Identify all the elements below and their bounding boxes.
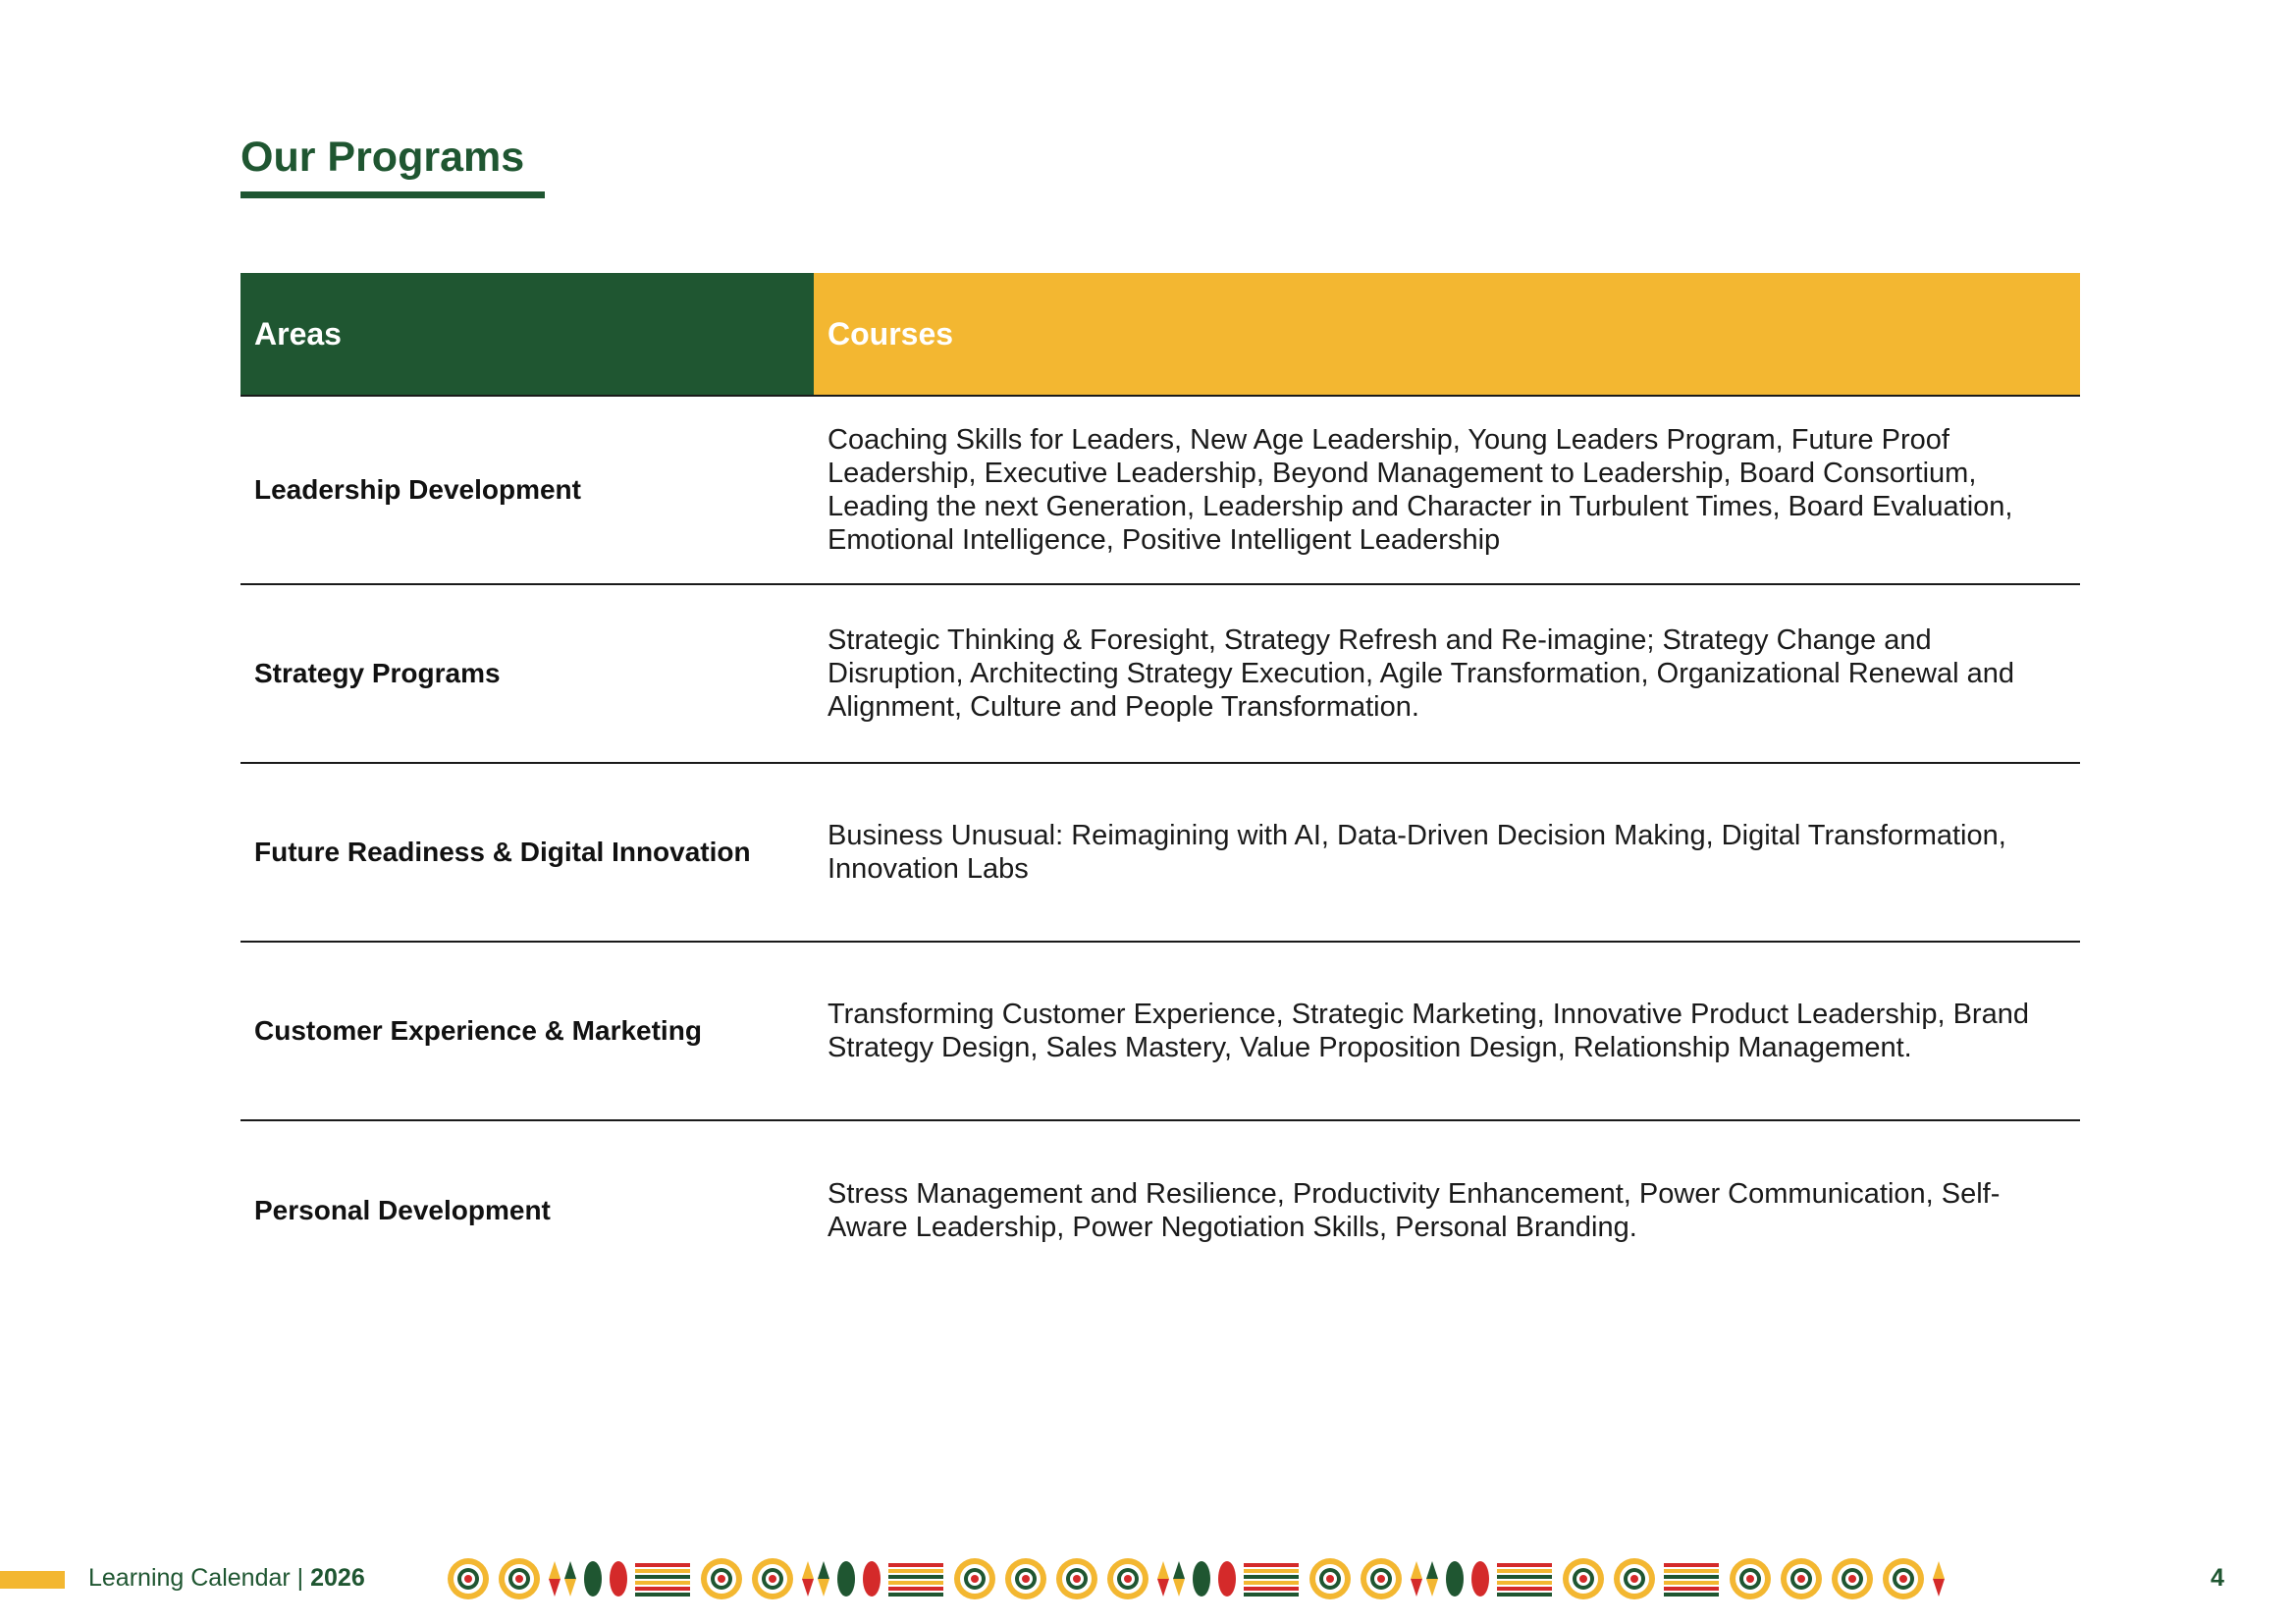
motif-stripe-icon [1244, 1581, 1299, 1585]
motif-stripe-icon [1664, 1569, 1719, 1573]
motif-circle-icon [1848, 1575, 1856, 1583]
motif-diamond-icon [1173, 1579, 1185, 1597]
motif-diamond-icon [802, 1579, 814, 1597]
motif-stripe-icon [1664, 1575, 1719, 1579]
motif-stripe-icon [1244, 1575, 1299, 1579]
area-cell: Personal Development [254, 1195, 551, 1225]
motif-stripe-icon [888, 1581, 943, 1585]
courses-cell: Stress Management and Resilience, Productivity Enhancement, Power Communication, Self-Aware Leadership, Power Negotiation Skills, Personal Branding. [828, 1178, 2001, 1243]
motif-stripe-icon [888, 1569, 943, 1573]
motif-circle-icon [971, 1575, 979, 1583]
courses-cell: Business Unusual: Reimagining with AI, Data-Driven Decision Making, Digital Transformation, Innovation Labs [828, 820, 2006, 885]
motif-diamond-icon [1157, 1561, 1169, 1579]
motif-circle-icon [1579, 1575, 1587, 1583]
motif-stripe-icon [1497, 1581, 1552, 1585]
header-areas: Areas [240, 273, 814, 395]
motif-stripe-icon [635, 1587, 690, 1591]
table-row [240, 585, 2080, 764]
motif-diamond-icon [818, 1561, 829, 1579]
motif-stripe-icon [635, 1575, 690, 1579]
table-row [240, 1121, 2080, 1300]
motif-circle-icon [1746, 1575, 1754, 1583]
motif-diamond-icon [1933, 1561, 1945, 1579]
motif-diamond-icon [564, 1561, 576, 1579]
motif-stripe-icon [888, 1593, 943, 1597]
motif-circle-icon [769, 1575, 776, 1583]
motif-circle-icon [1377, 1575, 1385, 1583]
motif-circle-icon [1022, 1575, 1030, 1583]
courses-cell: Strategic Thinking & Foresight, Strategy Refresh and Re-imagine; Strategy Change and Disruption, Architecting Strategy Execution, Agile Transformation, Organizational Renewal and Alignment, Culture and People Transformation. [828, 624, 2014, 723]
motif-oval-icon [1218, 1561, 1236, 1597]
motif-diamond-icon [549, 1561, 561, 1579]
motif-stripe-icon [1664, 1563, 1719, 1567]
footer-year: 2026 [310, 1564, 365, 1592]
motif-oval-icon [1446, 1561, 1464, 1597]
motif-diamond-icon [1173, 1561, 1185, 1579]
motif-circle-icon [1124, 1575, 1132, 1583]
table-row [240, 397, 2080, 585]
motif-circle-icon [718, 1575, 725, 1583]
motif-oval-icon [1193, 1561, 1210, 1597]
area-cell: Leadership Development [254, 474, 581, 505]
motif-circle-icon [1630, 1575, 1638, 1583]
motif-circle-icon [515, 1575, 523, 1583]
motif-circle-icon [1899, 1575, 1907, 1583]
motif-stripe-icon [1664, 1593, 1719, 1597]
footer-accent-bar [0, 1571, 65, 1589]
motif-stripe-icon [1497, 1563, 1552, 1567]
area-cell: Customer Experience & Marketing [254, 1015, 702, 1046]
footer-label-text: Learning Calendar [88, 1564, 291, 1592]
motif-oval-icon [1471, 1561, 1489, 1597]
header-courses: Courses [814, 273, 2080, 395]
motif-oval-icon [837, 1561, 855, 1597]
footer-label [88, 1564, 365, 1593]
motif-diamond-icon [549, 1579, 561, 1597]
motif-oval-icon [610, 1561, 627, 1597]
motif-stripe-icon [1244, 1569, 1299, 1573]
table-row [240, 943, 2080, 1121]
table-row [240, 764, 2080, 943]
motif-stripe-icon [1497, 1587, 1552, 1591]
courses-cell: Transforming Customer Experience, Strategic Marketing, Innovative Product Leadership, Brand Strategy Design, Sales Mastery, Value Proposition Design, Relationship Management. [828, 999, 2029, 1063]
motif-circle-icon [1797, 1575, 1805, 1583]
motif-stripe-icon [635, 1569, 690, 1573]
motif-diamond-icon [1426, 1561, 1438, 1579]
motif-diamond-icon [1411, 1561, 1422, 1579]
programs-table [240, 273, 2080, 1300]
motif-stripe-icon [1664, 1587, 1719, 1591]
motif-stripe-icon [635, 1563, 690, 1567]
motif-diamond-icon [818, 1579, 829, 1597]
motif-diamond-icon [1411, 1579, 1422, 1597]
motif-stripe-icon [1497, 1593, 1552, 1597]
motif-stripe-icon [635, 1593, 690, 1597]
motif-stripe-icon [888, 1563, 943, 1567]
motif-stripe-icon [635, 1581, 690, 1585]
motif-diamond-icon [802, 1561, 814, 1579]
motif-circle-icon [1073, 1575, 1081, 1583]
motif-stripe-icon [1497, 1569, 1552, 1573]
motif-oval-icon [584, 1561, 602, 1597]
motif-circle-icon [1326, 1575, 1334, 1583]
motif-stripe-icon [1664, 1581, 1719, 1585]
motif-stripe-icon [888, 1587, 943, 1591]
table-header-row [240, 273, 2080, 397]
area-cell: Strategy Programs [254, 658, 501, 688]
motif-diamond-icon [1426, 1579, 1438, 1597]
motif-diamond-icon [1933, 1579, 1945, 1597]
motif-stripe-icon [1497, 1575, 1552, 1579]
motif-diamond-icon [1157, 1579, 1169, 1597]
motif-stripe-icon [888, 1575, 943, 1579]
page-title: Our Programs [240, 134, 525, 181]
area-cell: Future Readiness & Digital Innovation [254, 837, 751, 867]
motif-stripe-icon [1244, 1587, 1299, 1591]
title-underline [240, 191, 545, 198]
motif-stripe-icon [1244, 1593, 1299, 1597]
page-number: 4 [2211, 1564, 2224, 1592]
motif-stripe-icon [1244, 1563, 1299, 1567]
decorative-pattern-icon [447, 1551, 2164, 1606]
motif-circle-icon [464, 1575, 472, 1583]
courses-cell: Coaching Skills for Leaders, New Age Leadership, Young Leaders Program, Future Proof Leadership, Executive Leadership, Beyond Management to Leadership, Board Consortium, Leading the next Generation, Leadership and Character in Turbulent Times, Board Evaluation, Emotional Intelligence, Positive Intelligent Leadership [828, 424, 2013, 556]
motif-oval-icon [863, 1561, 881, 1597]
motif-diamond-icon [564, 1579, 576, 1597]
footer-separator: | [296, 1564, 304, 1592]
